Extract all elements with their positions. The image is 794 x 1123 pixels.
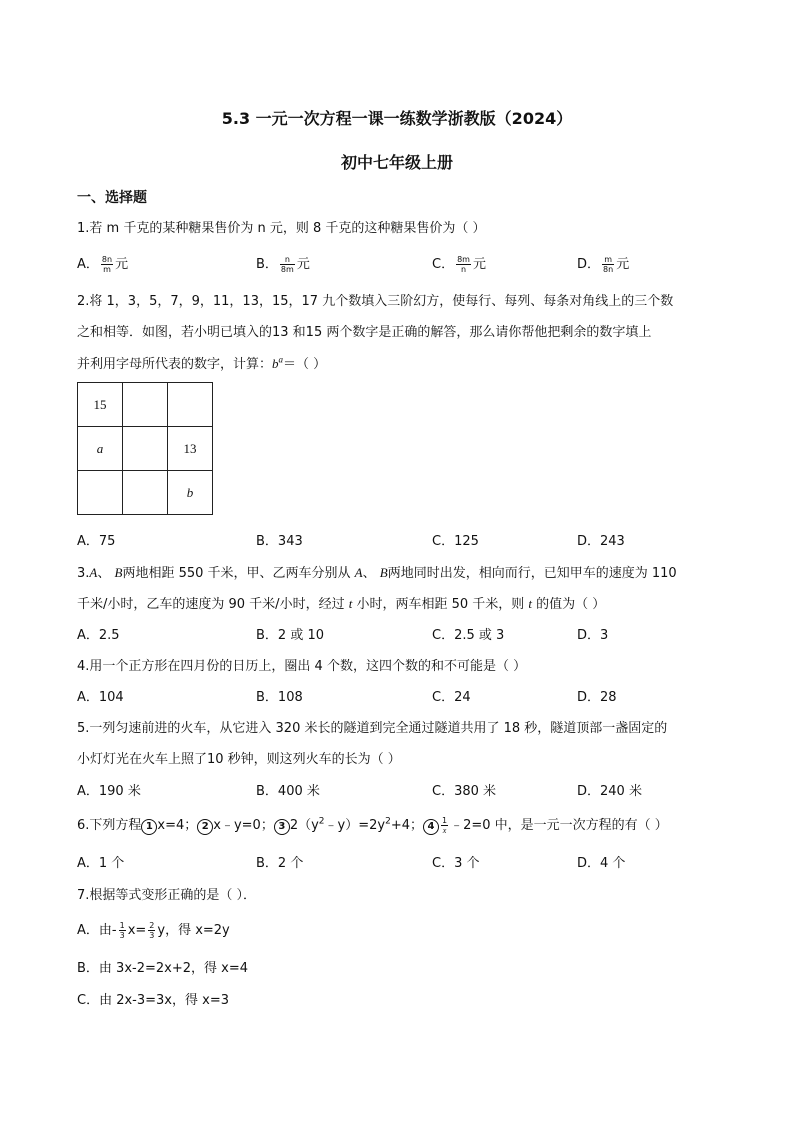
question-6-option-a: A．1 个 — [77, 856, 125, 871]
question-2-line-1: 2.将 1，3，5，7，9，11，13，15，17 九个数填入三阶幻方，使每行、每列、每条对角线上的三个数 — [77, 294, 674, 309]
grid-cell — [123, 471, 168, 515]
question-1-option-c: C． $\frac{8m}{n}$ 元 — [432, 255, 486, 274]
question-5-line-2: 小灯灯光在火车上照了10 秒钟，则这列火车的长为（ ） — [77, 752, 401, 767]
question-6-option-c: C．3 个 — [432, 856, 480, 871]
question-2-line-2: 之和相等．如图，若小明已填入的13 和15 两个数字是正确的解答，那么请你帮他把剩余的数字填上 — [77, 325, 652, 340]
question-3-line-1: 3.A、 B两地相距 550 千米，甲、乙两车分别从 A、 B两地同时出发，相向而行，已知甲车的速度为 110 — [77, 565, 677, 581]
question-3-line-2: 千米/小时，乙车的速度为 90 千米/小时，经过 t 小时，两车相距 50 千米，则 t 的值为（ ） — [77, 596, 606, 612]
question-2-option-d: D．243 — [577, 534, 625, 549]
question-2-line-3: 并利用字母所代表的数字，计算：$b^a=$（ ） — [77, 354, 327, 372]
question-4-option-d: D．28 — [577, 690, 617, 705]
question-6-option-d: D．4 个 — [577, 856, 626, 871]
question-4-option-c: C．24 — [432, 690, 471, 705]
magic-square-grid — [77, 382, 213, 515]
question-5-option-d: D．240 米 — [577, 784, 642, 799]
circled-number-2: 2 — [197, 819, 213, 835]
question-3-option-c: C．2.5 或 3 — [432, 628, 505, 643]
grid-cell — [123, 383, 168, 427]
section-heading: 一、选择题 — [77, 190, 147, 206]
question-5-option-a: A．190 米 — [77, 784, 141, 799]
grid-cell — [78, 471, 123, 515]
circled-number-1: 1 — [141, 819, 157, 835]
grid-cell: 13 — [168, 427, 213, 471]
question-1-option-d: D． $\frac{m}{8n}$ 元 — [577, 255, 630, 274]
question-3-option-a: A．2.5 — [77, 628, 120, 643]
question-1-option-a: A． $\frac{8n}{m}$ 元 — [77, 255, 129, 274]
question-1-option-b: B． $\frac{n}{8m}$ 元 — [256, 255, 310, 274]
question-4-stem: 4.用一个正方形在四月份的日历上，圈出 4 个数，这四个数的和不可能是（ ） — [77, 659, 527, 674]
circled-number-4: 4 — [423, 819, 439, 835]
question-2-option-a: A．75 — [77, 534, 116, 549]
question-5-option-c: C．380 米 — [432, 784, 497, 799]
grid-cell — [168, 383, 213, 427]
question-3-option-d: D．3 — [577, 628, 609, 643]
grid-cell: b — [168, 471, 213, 515]
question-7-option-a: A．由- $\frac{1}{3}$ x= $\frac{2}{3}$ y，得 x=2y — [77, 921, 230, 940]
question-6-stem: 6.下列方程 1 x=4； 2 x﹣y=0； 3 $2(y^2﹣y)=2y^2+4$； 4 $\frac{1}{x}$ ﹣2=0 中，是一元一次方程的有（ ） — [77, 816, 668, 835]
question-7-option-b: B．由 3x-2=2x+2，得 x=4 — [77, 961, 248, 976]
question-5-option-b: B．400 米 — [256, 784, 320, 799]
question-2-option-b: B．343 — [256, 534, 303, 549]
page-title: 5.3 一元一次方程一课一练数学浙教版（2024） — [221, 109, 573, 128]
circled-number-3: 3 — [274, 819, 290, 835]
question-5-line-1: 5.一列匀速前进的火车，从它进入 320 米长的隧道到完全通过隧道共用了 18 秒，隧道顶部一盏固定的 — [77, 721, 668, 736]
question-7-stem: 7.根据等式变形正确的是（ ）． — [77, 888, 257, 903]
question-2-option-c: C．125 — [432, 534, 479, 549]
grid-cell: 15 — [78, 383, 123, 427]
question-1-stem: 1.若 m 千克的某种糖果售价为 n 元，则 8 千克的这种糖果售价为（ ） — [77, 221, 486, 236]
question-7-option-c: C．由 2x-3=3x，得 x=3 — [77, 993, 229, 1008]
question-6-option-b: B．2 个 — [256, 856, 304, 871]
question-4-option-a: A．104 — [77, 690, 124, 705]
question-4-option-b: B．108 — [256, 690, 303, 705]
page-subtitle: 初中七年级上册 — [340, 153, 453, 172]
grid-cell — [123, 427, 168, 471]
question-3-option-b: B．2 或 10 — [256, 628, 324, 643]
grid-cell: a — [78, 427, 123, 471]
